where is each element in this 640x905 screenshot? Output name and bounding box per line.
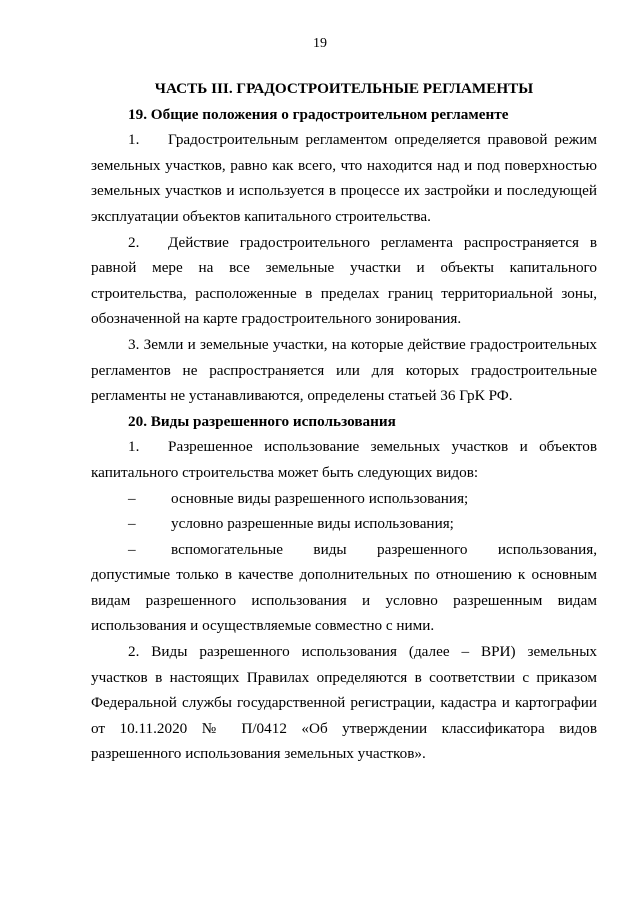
part-title: ЧАСТЬ III. ГРАДОСТРОИТЕЛЬНЫЕ РЕГЛАМЕНТЫ [154,80,534,97]
paragraph-text: Действие градостроительного регламента распространяется в равной мере на все земельные участки и объекты капитального строительства, расположенные в пределах границ территориальной зоны, обозначенной на карте градостроительного зонирования. [91,233,597,328]
section-20-paragraph-2: 2. Виды разрешенного использования (далее – ВРИ) земельных участков в настоящих Правилах определяются в соответствии с приказом Федеральной службы государственной регистрации, кадастра и картографии от 10.11.2020 № П/0412 «Об утверждении классификатора видов разрешенного использования земельных участков». [91,643,597,763]
list-item-text: условно разрешенные виды использования; [171,515,454,533]
section-20-title: 20. Виды разрешенного использования [128,412,396,430]
list-item-text: вспомогательные виды разрешенного использования, допустимые только в качестве дополнительных по отношению к основным видам разрешенного использования и условно разрешенным видам использования и осуществляемые совместно с ними. [91,540,597,635]
paragraph-number: 1. [128,131,140,149]
list-dash: – [128,489,136,507]
page-number: 19 [313,36,327,51]
section-19-title: 19. Общие положения о градостроительном регламенте [128,105,509,123]
list-item [91,486,597,512]
list-item [91,511,597,537]
document-body [91,76,597,767]
section-19-paragraph-3: 3. Земли и земельные участки, на которые действие градостроительных регламентов не распространяется или для которых градостроительные регламенты не устанавливаются, определены статьей 36 ГрК РФ. [91,335,597,405]
paragraph-text: Градостроительным регламентом определяется правовой режим земельных участков, равно как всего, что находится над и под поверхностью земельных участков и используется в процессе их застройки и последующей эксплуатации объектов капитального строительства. [91,131,597,225]
list-item-text: основные виды разрешенного использования; [171,489,469,507]
section-20-paragraph-1 [91,434,597,485]
list-item [91,537,597,639]
paragraph-number: 2. [128,233,140,251]
paragraph-text: Разрешенное использование земельных участков и объектов капитального строительства может быть следующих видов: [91,438,597,481]
list-dash: – [128,540,136,558]
section-19-paragraph-1 [91,127,597,229]
paragraph-number: 1. [128,438,140,456]
section-19-paragraph-2 [91,230,597,332]
list-dash: – [128,515,136,533]
